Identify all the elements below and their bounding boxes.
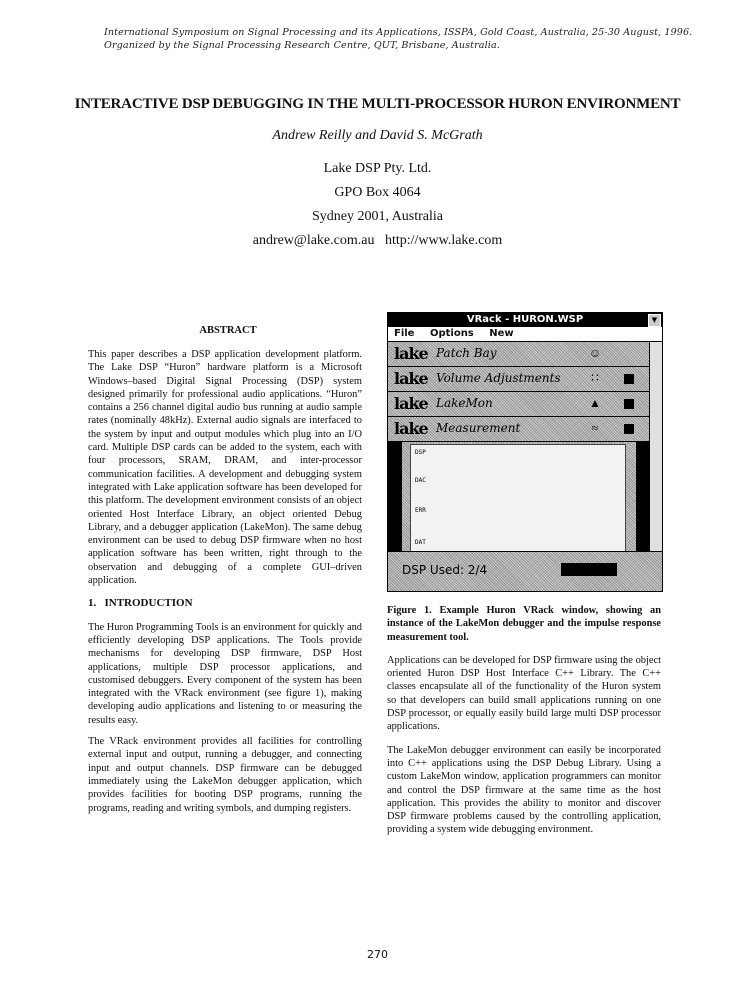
right-paragraph-1: Applications can be developed for DSP firmware using the object oriented Huron DSP Host Interface C++ Library. The C++ classes encapsulate all of the functionality of the Huron system so that developers can build small applications running on one DSP processor, or equally easily build large multi DSP processor applications.: [387, 654, 661, 733]
module-name: Volume Adjustments: [436, 371, 561, 385]
affiliation-box: GPO Box 4064: [334, 185, 421, 200]
menu-bar: [388, 327, 662, 342]
affiliation-org: Lake DSP Pty. Ltd.: [323, 161, 432, 176]
lakemon-label: DSP: [415, 449, 426, 456]
header-line-2: Organized by the Signal Processing Research Centre, QUT, Brisbane, Australia.: [104, 40, 500, 51]
lake-logo: lake: [394, 369, 428, 388]
menu-file[interactable]: File: [394, 328, 415, 339]
right-column: [387, 604, 661, 837]
introduction-heading: 1. INTRODUCTION: [88, 597, 193, 610]
conference-header: [104, 26, 692, 52]
dsp-usage-bar: [561, 563, 617, 576]
volume-sliders-icon: ∷: [591, 371, 599, 385]
header-line-1: International Symposium on Signal Processing and its Applications, ISSPA, Gold Coast, Australia, 25-30 August, 1996.: [104, 27, 693, 38]
status-bar: [388, 551, 662, 592]
patchbay-face-icon: ☺: [588, 346, 602, 360]
vrack-window: [387, 312, 663, 592]
lake-logo: lake: [394, 419, 428, 438]
rack-module-patchbay[interactable]: [388, 342, 650, 367]
abstract-text: This paper describes a DSP application development platform. The Lake DSP “Huron” hardware platform is a Microsoft Windows–based Digital Signal Processing (DSP) system designed primarily for professional audio applications. “Huron” contains a 256 channel digital audio bus running at audio sample rates (nominally 48kHz). External audio signals are interfaced to the system by input and output modules which plug into an I/O card. Multiple DSP cards can be added to the system, each with four processors, SRAM, DRAM, and inter-processor communication facilities. A development and debugging system integrated with Lake application software has been developed for this platform. The development environment consists of an object oriented Host Interface Library, an object oriented Debug Library, and a debugger application (LakeMon). The same debug environment can be used to debug DSP firmware when no host application software has been written, right through to the observation and debugging of a complete GUI–driven application.: [88, 349, 362, 587]
figure-caption: Figure 1. Example Huron VRack window, showing an instance of the LakeMon debugger and the impulse response measurement tool.: [387, 605, 661, 643]
power-square-icon[interactable]: [624, 399, 634, 409]
window-title: VRack - HURON.WSP: [466, 314, 584, 325]
left-level-meter: [388, 442, 402, 554]
window-titlebar: [388, 313, 662, 327]
rack-module-lakemon[interactable]: [388, 392, 650, 417]
vertical-scrollbar[interactable]: [649, 342, 662, 560]
abstract-heading: ABSTRACT: [199, 325, 257, 336]
rack-module-measurement[interactable]: [388, 417, 650, 442]
introduction-paragraph-1: The Huron Programming Tools is an environment for quickly and efficiently developing DSP applications. The Tools provide mechanisms for developing DSP firmware, DSP Host applications, multiple DSP processor applications, and customised debuggers. Every component of the system has been integrated with the VRack environment (see figure 1), making developing audio applications and listening to or measuring the results easy.: [88, 621, 362, 726]
rack-module-volume[interactable]: [388, 367, 650, 392]
power-square-icon[interactable]: [624, 374, 634, 384]
module-name: Patch Bay: [436, 346, 497, 360]
lakemon-label: DAC: [415, 477, 426, 484]
lakemon-label: ERR: [415, 507, 426, 514]
right-level-meter: [636, 442, 650, 554]
lake-logo: lake: [394, 394, 428, 413]
left-column: [88, 348, 362, 815]
power-square-icon[interactable]: [624, 424, 634, 434]
affiliation-contact: andrew@lake.com.au http://www.lake.com: [252, 233, 503, 248]
page-number: 270: [367, 948, 388, 961]
menu-new[interactable]: New: [489, 328, 514, 339]
dsp-used-status: DSP Used: 2/4: [402, 563, 488, 577]
right-paragraph-2: The LakeMon debugger environment can easily be incorporated into C++ applications using the DSP Debug Library. Using a custom LakeMon window, application programmers can monitor and control the DSP firmware at the same time as the host application. This provides the ability to monitor and discover DSP firmware problems caused by the controlling application, providing a system wide debugging environment.: [387, 744, 661, 836]
affiliation-city: Sydney 2001, Australia: [311, 209, 444, 224]
measurement-wave-icon: ≈: [591, 421, 599, 435]
lakemon-label: DAT: [415, 539, 426, 546]
menu-options[interactable]: Options: [429, 328, 474, 339]
minimize-arrow-icon[interactable]: ▼: [648, 314, 661, 327]
paper-authors: Andrew Reilly and David S. McGrath: [272, 128, 483, 143]
lakemon-triangle-icon: ▲: [589, 396, 601, 410]
lake-logo: lake: [394, 344, 428, 363]
lakemon-panel: [410, 444, 626, 554]
paper-title: INTERACTIVE DSP DEBUGGING IN THE MULTI-PROCESSOR HURON ENVIRONMENT: [74, 96, 681, 112]
module-name: LakeMon: [436, 396, 493, 410]
module-name: Measurement: [436, 421, 521, 435]
introduction-paragraph-2: The VRack environment provides all facilities for controlling external input and output, running a debugger, and connecting input and output channels. DSP firmware can be debugged immediately using the LakeMon debugger application, which provides facilities for booting DSP programs, running the programs, reading and writing symbols, and dumping registers.: [88, 736, 362, 814]
rack-area: [388, 342, 650, 551]
